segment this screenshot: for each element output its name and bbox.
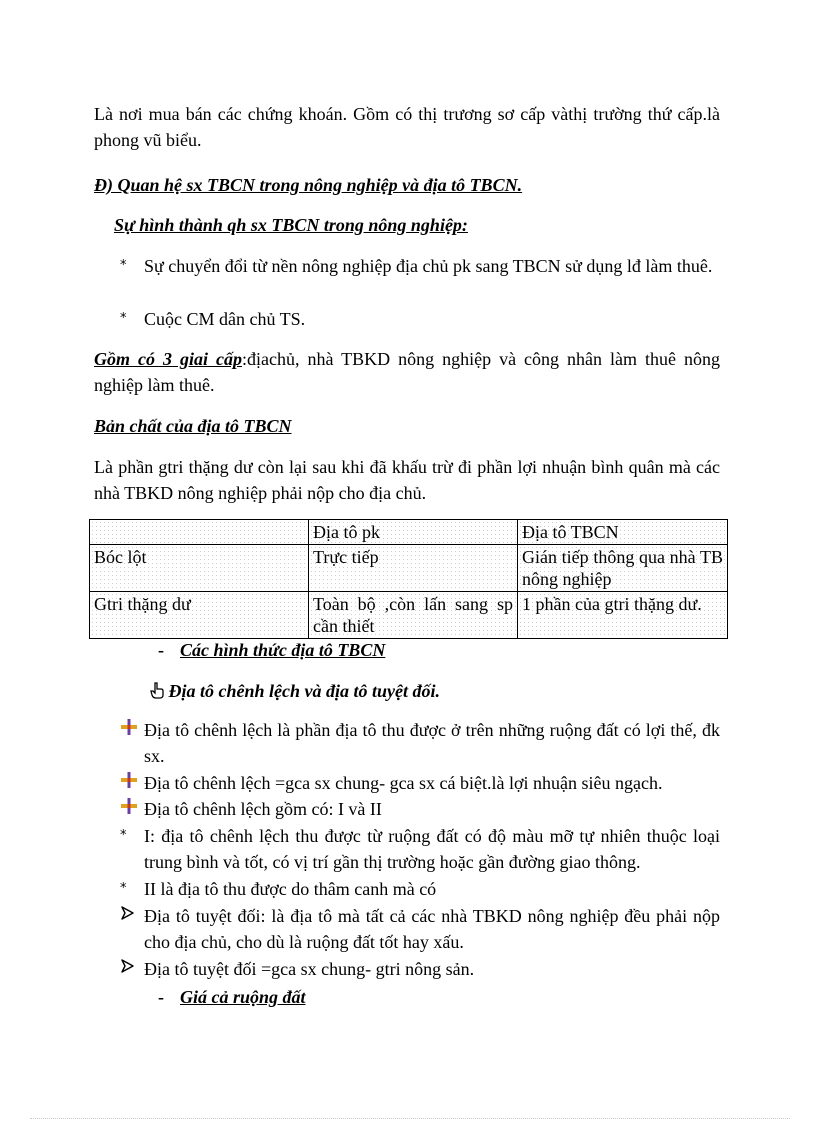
list-item-text: I: địa tô chênh lệch thu được từ ruộng đất có độ màu mỡ tự nhiên thuộc loại trung bình và tốt, có vị trí gần thị trường hoặc gần đường giao thông. [144,826,720,872]
table-cell: Địa tô TBCN [518,520,728,545]
pin-icon [120,771,138,789]
page-bottom-divider [30,1118,790,1119]
table-header-row [90,520,728,545]
formation-item-2 [120,306,720,332]
star-bullet: * [120,258,127,273]
arrow-bullet-icon [120,957,136,975]
land-price-title: Giá cả ruộng đất [180,987,306,1007]
list-item-text: Địa tô chênh lệch là phần địa tô thu được ở trên những ruộng đất có lợi thế, đk sx. [144,720,720,766]
formation-item-1 [120,253,720,279]
table-cell: Gián tiếp thông qua nhà TB nông nghiệp [518,545,728,592]
pin-icon [120,718,138,736]
table-cell: Trực tiếp [309,545,518,592]
classes-label: Gồm có 3 giai cấp [94,349,242,369]
list-item-text: Địa tô chênh lệch gồm có: I và II [144,799,382,819]
table-cell: Bóc lột [90,545,309,592]
table-cell: 1 phần của gtri thặng dư. [518,592,728,639]
list-item-text: II là địa tô thu được do thâm canh mà có [144,879,437,899]
list-item [120,956,720,982]
formation-item-text: Sự chuyển đổi từ nền nông nghiệp địa chủ pk sang TBCN sử dụng lđ làm thuê. [144,256,713,276]
table-cell: Địa tô pk [309,520,518,545]
table-cell [90,520,309,545]
table-row [90,592,728,639]
classes-paragraph [94,346,720,398]
formation-title-line [94,212,720,238]
list-item [120,876,720,902]
formation-title: Sự hình thành qh sx TBCN trong nông nghiệp: [114,215,468,235]
list-item [120,823,720,875]
list-item [120,903,720,955]
star-bullet: * [120,881,127,896]
intro-paragraph: Là nơi mua bán các chứng khoán. Gồm có thị trương sơ cấp vàthị trường thứ cấp.là phong vũ biểu. [94,104,720,150]
pin-icon [120,797,138,815]
table-row [90,545,728,592]
list-item-text: Địa tô chênh lệch =gca sx chung- gca sx cá biệt.là lợi nhuận siêu ngạch. [144,773,663,793]
arrow-bullet-icon [120,904,136,922]
star-bullet: * [120,311,127,326]
forms-title: Các hình thức địa tô TBCN [180,640,386,660]
table-cell: Toàn bộ ,còn lấn sang sp cần thiết [309,592,518,639]
list-item [120,796,720,822]
classes-text: :địachủ, nhà TBKD nông nghiệp và công nhân làm thuê nông nghiệp làm thuê. [94,349,720,395]
dash-bullet: - [158,640,164,660]
list-item [120,770,720,796]
list-item-text: Địa tô tuyệt đối: là địa tô mà tất cả các nhà TBKD nông nghiệp đều phải nộp cho địa chủ, cho dù là ruộng đất tốt hay xấu. [144,906,720,952]
hand-pointer-icon [150,681,164,699]
diff-abs-title-line [150,678,440,704]
essence-paragraph: Là phần gtri thặng dư còn lại sau khi đã khấu trừ đi phần lợi nhuận bình quân mà các nhà TBKD nông nghiệp phải nộp cho địa chủ. [94,457,720,503]
table-cell: Gtri thặng dư [90,592,309,639]
list-item-text: Địa tô tuyệt đối =gca sx chung- gtri nông sản. [144,959,475,979]
essence-title: Bản chất của địa tô TBCN [94,416,292,436]
section-d-title: Đ) Quan hệ sx TBCN trong nông nghiệp và địa tô TBCN. [94,175,523,195]
dash-bullet: - [158,987,164,1007]
diff-abs-title: Địa tô chênh lệch và địa tô tuyệt đối. [168,681,440,701]
formation-item-text: Cuộc CM dân chủ TS. [144,309,306,329]
comparison-table [89,519,728,639]
star-bullet: * [120,828,127,843]
list-item [120,717,720,769]
